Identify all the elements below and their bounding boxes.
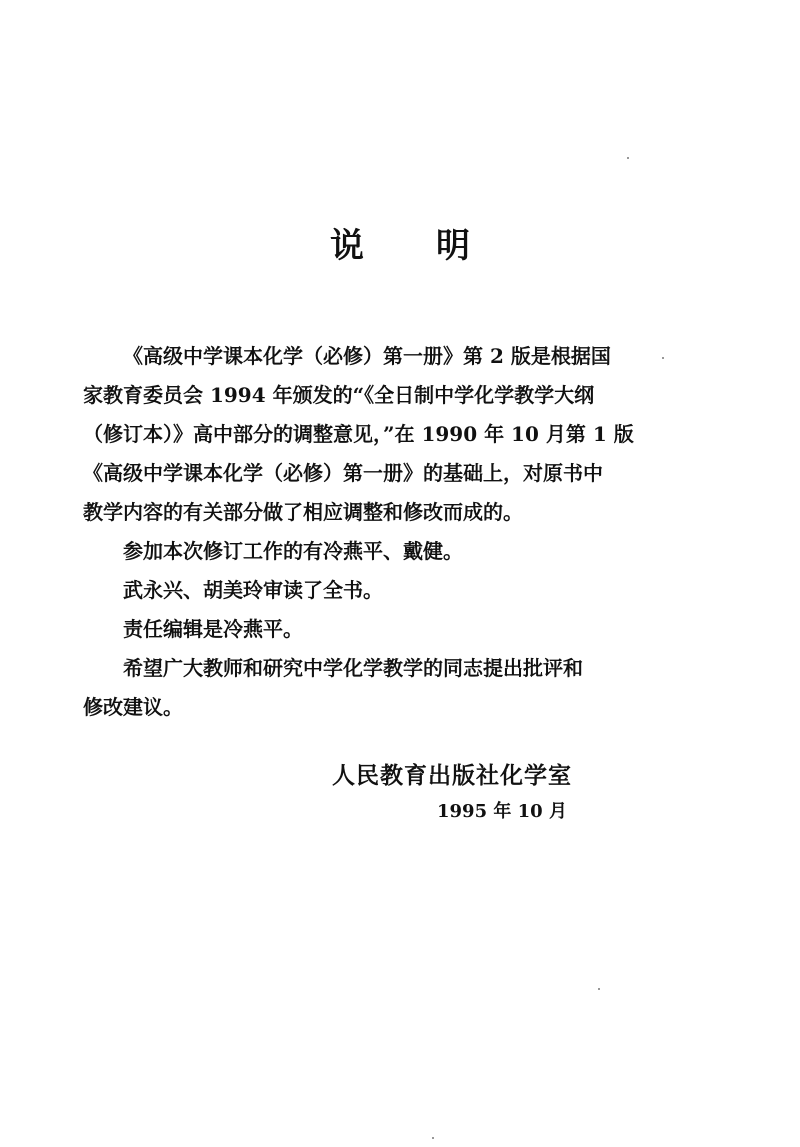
paragraph-1-line-3: （修订本）》高中部分的调整意见，”在 1990 年 10 月第 1 版 [83, 422, 634, 446]
scan-speck [627, 157, 629, 159]
signature-date: 1995 年 10 月 [437, 801, 567, 822]
paragraph-1-line-1: 《高级中学课本化学（必修）第一册》第 2 版是根据国 [123, 344, 611, 368]
scan-speck [432, 1137, 434, 1139]
scan-speck [662, 357, 664, 359]
title-char-1: 说 [330, 226, 364, 266]
paragraph-2: 参加本次修订工作的有冷燕平、戴健。 [123, 539, 463, 563]
paragraph-1-line-2: 家教育委员会 1994 年颁发的“《全日制中学化学教学大纲 [83, 383, 595, 407]
scan-speck [598, 988, 600, 990]
paragraph-5-line-2: 修改建议。 [83, 695, 183, 719]
title-char-2: 明 [436, 226, 470, 266]
paragraph-3: 武永兴、胡美玲审读了全书。 [123, 578, 383, 602]
paragraph-5-line-1: 希望广大教师和研究中学化学教学的同志提出批评和 [123, 656, 583, 680]
paragraph-1-line-4: 《高级中学课本化学（必修）第一册》的基础上，对原书中 [83, 461, 603, 485]
paragraph-4: 责任编辑是冷燕平。 [123, 617, 303, 641]
body-text [83, 337, 673, 727]
page-title [0, 218, 800, 267]
publisher-signature: 人民教育出版社化学室 [332, 762, 572, 789]
paragraph-1-line-5: 教学内容的有关部分做了相应调整和修改而成的。 [83, 500, 523, 524]
